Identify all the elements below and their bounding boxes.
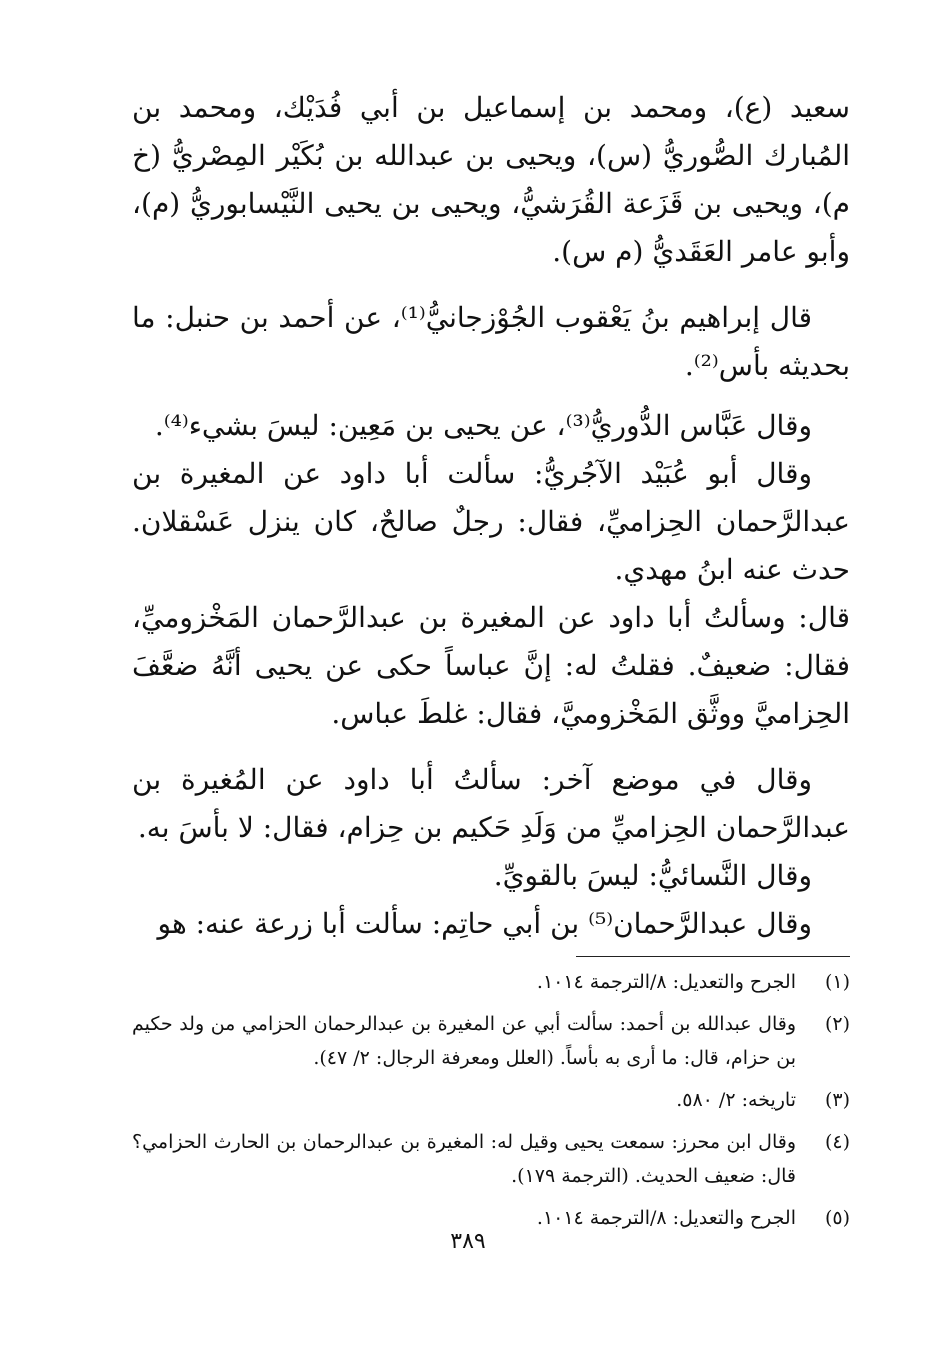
footnote-number: (١) xyxy=(824,971,850,993)
paragraph-3: وقال عَبَّاس الدُّوريُّ⁽³⁾، عن يحيى بن مَعِين: ليسَ بشيء⁽⁴⁾. xyxy=(154,409,812,442)
footnote-number: (٥) xyxy=(824,1207,850,1229)
paragraph-5: قال: وسألتُ أبا داود عن المغيرة بن عبدالرَّحمان المَخْزوميِّ، فقال: ضعيفٌ. فقلتُ له: إنَّ عباساً حكى عن يحيى أنَّهُ ضعَّفَ الحِزاميَّ ووثَّق المَخْزوميَّ، فقال: غلطَ عباس. xyxy=(132,601,850,730)
footnote-text: وقال عبدالله بن أحمد: سألت أبي عن المغيرة بن عبدالرحمان الحزامي من ولد حكيم بن حزام، قال: ما أرى به بأساً. (العلل ومعرفة الرجال: ٢/ ٤٧). xyxy=(132,1013,796,1069)
footnote-text: وقال ابن محرز: سمعت يحيى وقيل له: المغيرة بن عبدالرحمان بن الحارث الحزامي؟ قال: ضعيف الحديث. (الترجمة ١٧٩). xyxy=(132,1131,796,1187)
footnote-number: (٤) xyxy=(824,1131,850,1153)
footnotes xyxy=(132,965,850,1235)
footnote-number: (٣) xyxy=(824,1089,850,1111)
paragraph-2: قال إبراهيم بنُ يَعْقوب الجُوْزجانيُّ⁽¹⁾، عن أحمد بن حنبل: ما بحديثه بأس⁽²⁾. xyxy=(132,301,850,382)
paragraph-7: وقال النَّسائيُّ: ليسَ بالقويِّ. xyxy=(493,859,812,892)
footnote-divider xyxy=(576,956,850,957)
footnote-number: (٢) xyxy=(824,1013,850,1035)
paragraph-4: وقال أبو عُبَيْد الآجُريُّ: سألت أبا داود عن المغيرة بن عبدالرَّحمان الحِزاميِّ، فقال: رجلٌ صالحٌ، كان ينزل عَسْقلان. حدث عنه ابنُ مهدي. xyxy=(132,457,850,586)
footnote xyxy=(132,965,850,999)
footnote-text: تاريخه: ٢/ ٥٨٠. xyxy=(676,1089,796,1111)
paragraph-8: وقال عبدالرَّحمان⁽⁵⁾ بن أبي حاتِم: سألت أبا زرعة عنه: هو xyxy=(157,907,812,940)
page-number: ٣٨٩ xyxy=(450,1229,486,1254)
footnote xyxy=(132,1083,850,1117)
footnote-text: الجرح والتعديل: ٨/الترجمة ١٠١٤. xyxy=(536,1207,796,1229)
main-text xyxy=(132,84,850,948)
paragraph-6: وقال في موضع آخر: سألتُ أبا داود عن المُغيرة بن عبدالرَّحمان الحِزاميِّ من وَلَدِ حَكيم بن حِزام، فقال: لا بأسَ به. xyxy=(132,763,850,844)
footnote xyxy=(132,1125,850,1193)
book-page xyxy=(132,84,850,1284)
footnote-text: الجرح والتعديل: ٨/الترجمة ١٠١٤. xyxy=(536,971,796,993)
paragraph-1: سعيد (ع)، ومحمد بن إسماعيل بن أبي فُدَيْك، ومحمد بن المُبارك الصُّوريُّ (س)، ويحيى بن عبدالله بن بُكَيْر المِصْريُّ (خ م)، ويحيى بن قَزَعة القُرَشيُّ، ويحيى بن يحيى النَّيْسابوريُّ (م)، وأبو عامر العَقَديُّ (م س). xyxy=(132,91,850,268)
footnote xyxy=(132,1007,850,1075)
